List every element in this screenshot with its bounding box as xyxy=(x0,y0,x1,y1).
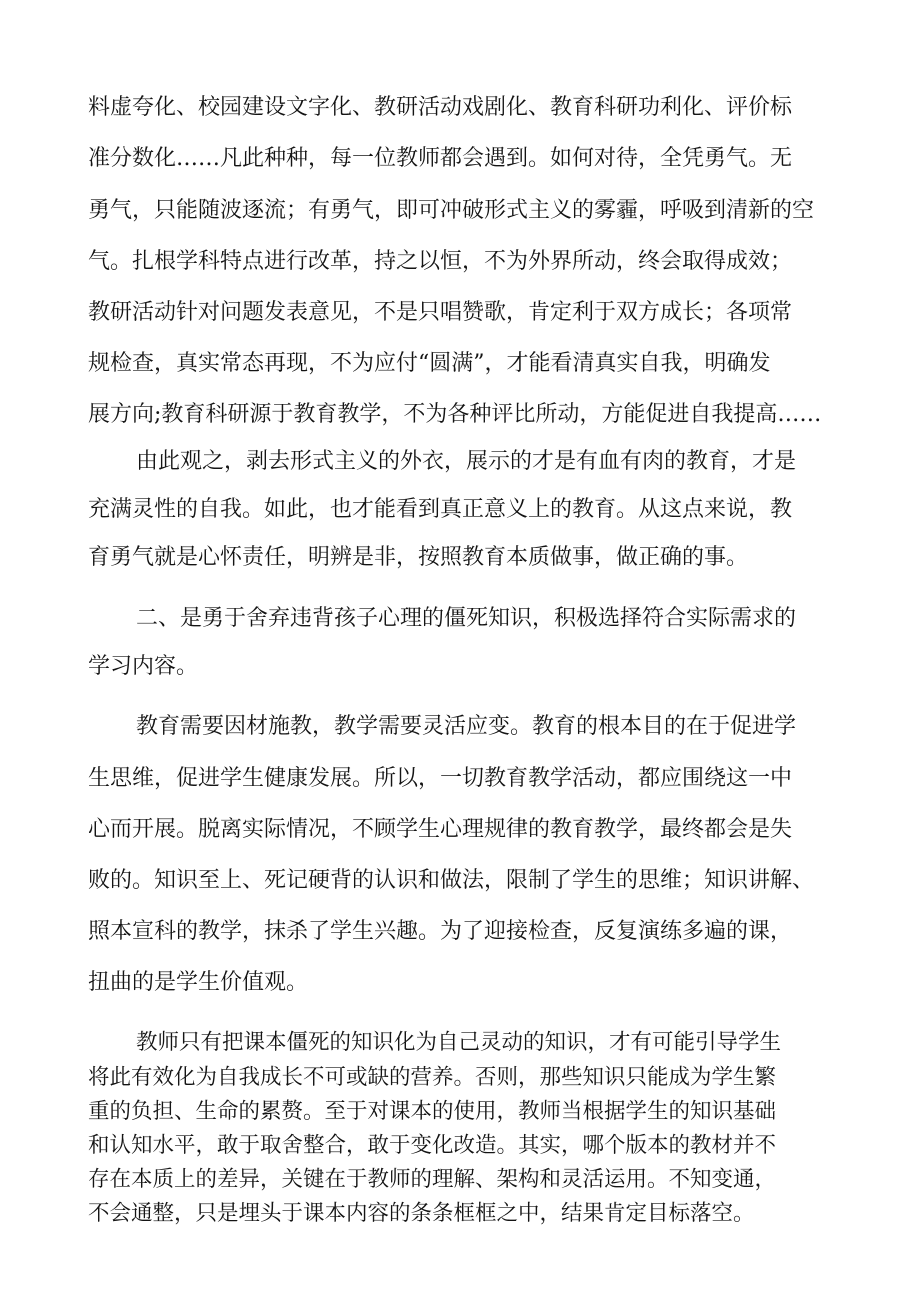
paragraph-line: 育勇气就是心怀责任，明辨是非，按照教育本质做事，做正确的事。 xyxy=(88,545,749,570)
paragraph-line: 充满灵性的自我。如此，也才能看到真正意义上的教育。从这点来说，教 xyxy=(88,497,793,522)
paragraph-line: 教师只有把课本僵死的知识化为自己灵动的知识，才有可能引导学生 xyxy=(136,1030,782,1055)
paragraph-line: 教研活动针对问题发表意见，不是只唱赞歌，肯定利于双方成长；各项常 xyxy=(88,300,793,325)
paragraph-line: 规检查，真实常态再现，不为应付“圆满”，才能看清真实自我，明确发 xyxy=(88,351,771,376)
paragraph-line: 不会通整，只是埋头于课本内容的条条框框之中，结果肯定目标落空。 xyxy=(88,1201,755,1226)
paragraph-line: 败的。知识至上、死记硬背的认识和做法，限制了学生的思维；知识讲解、 xyxy=(88,868,815,893)
paragraph-line: 心而开展。脱离实际情况，不顾学生心理规律的教育教学，最终都会是失 xyxy=(88,817,793,842)
paragraph-line: 勇气，只能随波逐流；有勇气，即可冲破形式主义的雾霾，呼吸到清新的空 xyxy=(88,198,815,223)
paragraph-line: 扭曲的是学生价值观。 xyxy=(88,970,309,995)
paragraph-line: 学习内容。 xyxy=(88,654,199,679)
paragraph-line: 和认知水平，敢于取舍整合，敢于变化改造。其实，哪个版本的教材并不 xyxy=(88,1133,777,1158)
paragraph-line: 料虚夸化、校园建设文字化、教研活动戏剧化、教育科研功利化、评价标 xyxy=(88,95,793,120)
paragraph-line: 教育需要因材施教，教学需要灵活应变。教育的根本目的在于促进学 xyxy=(136,714,797,739)
paragraph-line: 存在本质上的差异，关键在于教师的理解、架构和灵活运用。不知变通， xyxy=(88,1167,777,1192)
paragraph-line: 将此有效化为自我成长不可或缺的营养。否则，那些知识只能成为学生繁 xyxy=(88,1065,777,1090)
paragraph-line: 照本宣科的教学，抹杀了学生兴趣。为了迎接检查，反复演练多遍的课， xyxy=(88,919,793,944)
paragraph-line: 重的负担、生命的累赘。至于对课本的使用，教师当根据学生的知识基础 xyxy=(88,1099,777,1124)
paragraph-line: 二、是勇于舍弃违背孩子心理的僵死知识，积极选择符合实际需求的 xyxy=(136,606,797,631)
paragraph-line: 生思维，促进学生健康发展。所以，一切教育教学活动，都应围绕这一中 xyxy=(88,766,793,791)
paragraph-line: 由此观之，剥去形式主义的外衣，展示的才是有血有肉的教育，才是 xyxy=(136,449,797,474)
paragraph-line: 气。扎根学科特点进行改革，持之以恒，不为外界所动，终会取得成效； xyxy=(88,249,793,274)
paragraph-line: 准分数化……凡此种种，每一位教师都会遇到。如何对待，全凭勇气。无 xyxy=(88,146,793,171)
paragraph-line: 展方向;教育科研源于教育教学，不为各种评比所动，方能促进自我提高…… xyxy=(88,402,822,427)
